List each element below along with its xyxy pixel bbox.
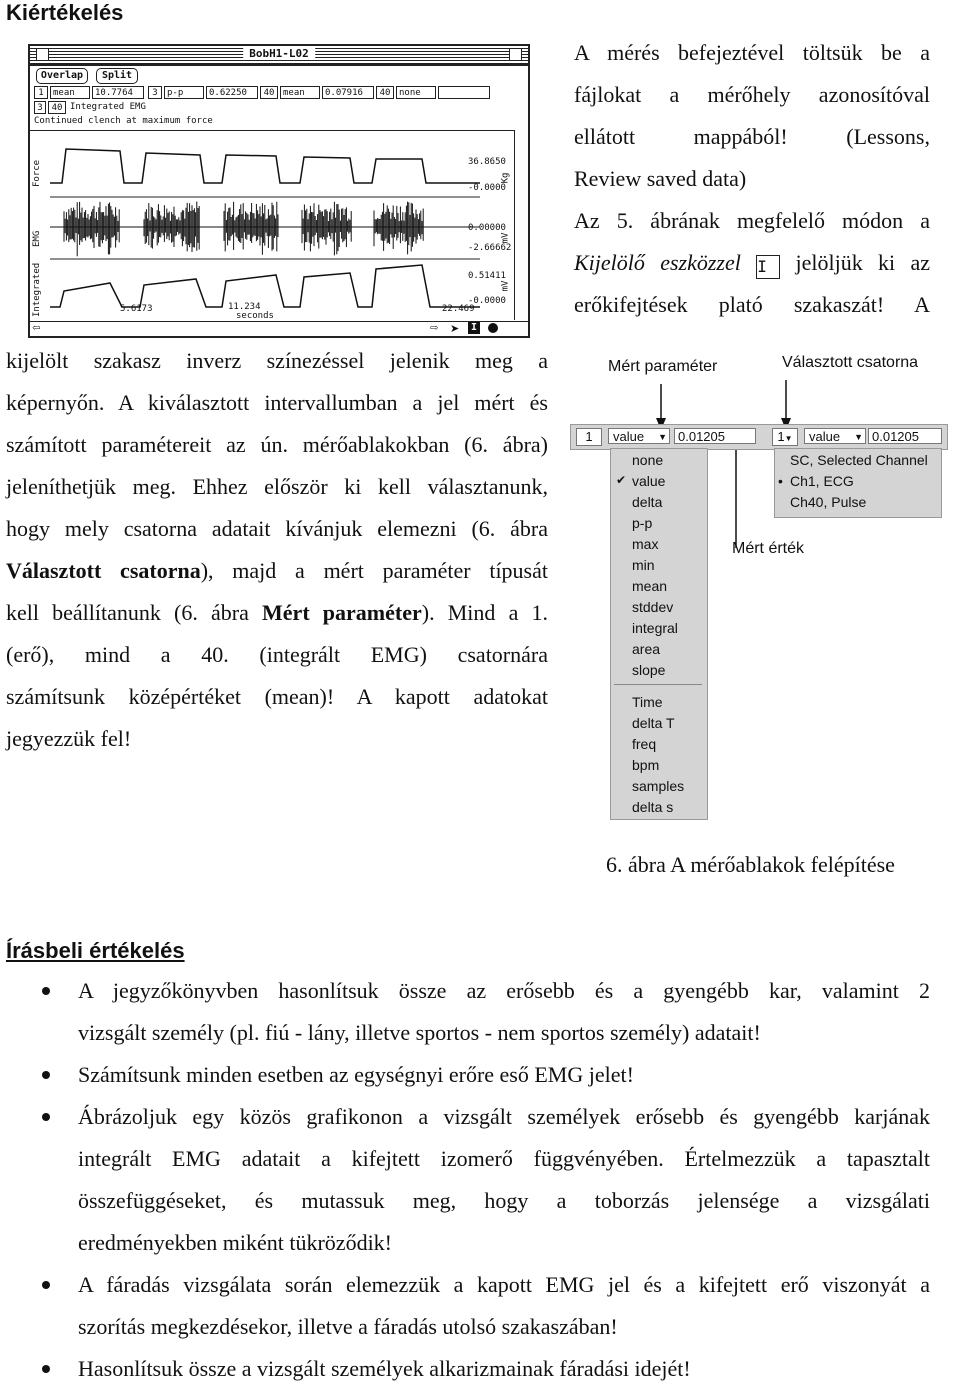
emg-lower: -2.66662 bbox=[468, 243, 512, 253]
parameter-option[interactable]: Time bbox=[632, 694, 663, 710]
parameter-option[interactable]: mean bbox=[632, 578, 668, 594]
main-line-3: számított paramétereit az ún. mérőablakokban (6. ábra) bbox=[6, 432, 548, 457]
dropdown-arrow-icon-3: ▼ bbox=[854, 432, 863, 442]
evaluation-bullets bbox=[40, 970, 930, 1390]
parameter-option[interactable]: integral bbox=[632, 620, 678, 636]
window-title: BobH1-L02 bbox=[243, 47, 315, 60]
vertical-scrollbar[interactable] bbox=[514, 130, 528, 320]
parameter-option[interactable]: area bbox=[632, 641, 661, 657]
channel-label: Integrated EMG bbox=[70, 102, 146, 112]
integrated-axis-label: Integrated bbox=[32, 262, 42, 317]
zoom-box-icon[interactable] bbox=[509, 48, 522, 61]
time-right: 22.469 bbox=[442, 304, 475, 314]
integrated-upper: 0.51411 bbox=[468, 271, 506, 281]
bullet-line: A jegyzőkönyvben hasonlítsuk össze az erősebb és a gyengébb kar, valamint 2 bbox=[78, 978, 930, 1003]
measure-value-3: 0.07916 bbox=[322, 86, 374, 99]
bullet-line: eredményekben miként tükröződik! bbox=[78, 1230, 393, 1255]
tool-line-rest: jelöljük ki az bbox=[795, 250, 931, 275]
horizontal-scrollbar[interactable] bbox=[30, 321, 528, 336]
selection-tool-label: Kijelölő eszközzel bbox=[574, 250, 741, 275]
emg-unit: mV bbox=[500, 232, 511, 244]
force-trace bbox=[50, 149, 480, 183]
bullet-line: vizsgált személy (pl. fiú - lány, illetve sportos - nem sportos személy) adatait! bbox=[78, 1020, 761, 1045]
bullet-line: összefüggéseket, és mutassuk meg, hogy a toborzás jelensége a vizsgálati bbox=[78, 1188, 930, 1213]
channel-option[interactable]: SC, Selected Channel bbox=[790, 452, 928, 468]
parameter-option[interactable]: delta bbox=[632, 494, 663, 510]
measure-channel-3[interactable]: 40 bbox=[260, 86, 278, 99]
bold-selected-channel: Választott csatorna bbox=[6, 558, 201, 583]
biopac-window bbox=[28, 44, 530, 338]
label-measured-value: Mért érték bbox=[732, 540, 805, 557]
meas-box1-num[interactable]: 1 bbox=[576, 428, 602, 446]
main-line-6 bbox=[6, 550, 548, 592]
parameter-option[interactable]: freq bbox=[632, 736, 657, 752]
measure-type-1[interactable]: mean bbox=[50, 86, 90, 99]
meas-box1-value: 0.01205 bbox=[674, 428, 756, 444]
parameter-option[interactable]: delta s bbox=[632, 799, 674, 815]
measure-type-4[interactable]: none bbox=[396, 86, 436, 99]
force-lower: -0.0000 bbox=[468, 183, 506, 193]
bullet-check-icon: • bbox=[778, 473, 783, 489]
close-box-icon[interactable] bbox=[36, 48, 49, 61]
bullet-item bbox=[40, 970, 930, 1054]
measure-channel-1[interactable]: 1 bbox=[34, 86, 48, 99]
main-line-7 bbox=[6, 592, 548, 634]
scroll-right-icon[interactable]: ⇨ bbox=[430, 323, 439, 334]
meas-box1-type[interactable] bbox=[608, 428, 670, 444]
split-button[interactable]: Split bbox=[96, 68, 138, 84]
measure-value-4 bbox=[438, 86, 490, 99]
channel-select-box[interactable]: 3 bbox=[34, 101, 46, 114]
main-paragraph bbox=[6, 340, 548, 760]
time-left: 5.6173 bbox=[120, 304, 153, 314]
integrated-lower: -0.0000 bbox=[468, 296, 506, 306]
intro-line-5: Az 5. ábrának megfelelő módon a bbox=[574, 208, 930, 233]
section-heading-evaluation: Kiértékelés bbox=[6, 0, 124, 25]
main-line-4: jeleníthetjük meg. Ehhez először ki kell választanunk, bbox=[6, 474, 548, 499]
parameter-option[interactable]: none bbox=[632, 452, 664, 468]
tool-line bbox=[574, 242, 930, 284]
parameter-separator bbox=[614, 684, 702, 685]
emg-trace bbox=[50, 202, 480, 257]
parameter-option[interactable]: value bbox=[632, 473, 666, 489]
intro-line-2: fájlokat a mérőhely azonosítóval bbox=[574, 82, 930, 107]
measure-type-2[interactable]: p-p bbox=[164, 86, 204, 99]
parameter-option[interactable]: min bbox=[632, 557, 655, 573]
measure-channel-4[interactable]: 40 bbox=[376, 86, 394, 99]
emg-axis-label: EMG bbox=[32, 230, 42, 247]
tool-line-2: erőkifejtések plató szakaszát! A bbox=[574, 292, 930, 317]
arrow-cursor-icon[interactable]: ➤ bbox=[450, 323, 460, 335]
main-line-8: (erő), mind a 40. (integrált EMG) csatornára bbox=[6, 642, 548, 667]
parameter-option[interactable]: slope bbox=[632, 662, 666, 678]
integrated-unit: mV bbox=[500, 280, 511, 292]
figure-6 bbox=[566, 352, 946, 822]
integrated-trace bbox=[50, 265, 480, 307]
measure-value-2: 0.62250 bbox=[206, 86, 258, 99]
bullet-line: A fáradás vizsgálata során elemezzük a kapott EMG jel és a kifejtett erő viszonyát a bbox=[78, 1272, 930, 1297]
meas-box2-num-text: 1 bbox=[777, 429, 785, 444]
meas-box2-type-text: value bbox=[809, 429, 841, 444]
meas-box2-value: 0.01205 bbox=[868, 428, 942, 444]
main-line-6-rest: ), majd a mért paraméter típusát bbox=[200, 558, 548, 583]
meas-box1-type-text: value bbox=[613, 429, 645, 444]
bullet-item bbox=[40, 1054, 930, 1096]
label-selected-channel: Választott csatorna bbox=[782, 354, 919, 371]
waveform-svg bbox=[50, 131, 480, 321]
bullet-item bbox=[40, 1096, 930, 1264]
label-measured-parameter: Mért paraméter bbox=[608, 358, 718, 375]
main-line-7-rest: ). Mind a 1. bbox=[421, 600, 548, 625]
figure-6-caption: 6. ábra A mérőablakok felépítése bbox=[606, 852, 895, 877]
window-titlebar[interactable] bbox=[30, 46, 528, 66]
measure-type-3[interactable]: mean bbox=[280, 86, 320, 99]
main-line-10: jegyezzük fel! bbox=[6, 726, 132, 751]
meas-box2-type[interactable] bbox=[804, 428, 866, 444]
bold-measured-param: Mért paraméter bbox=[262, 600, 422, 625]
bullet-item bbox=[40, 1348, 930, 1390]
force-unit: Kg bbox=[500, 172, 511, 184]
channel-option[interactable]: Ch1, ECG bbox=[790, 473, 854, 489]
parameter-option[interactable]: max bbox=[632, 536, 659, 552]
intro-line-4: Review saved data) bbox=[574, 166, 747, 191]
bullet-item bbox=[40, 1264, 930, 1348]
dropdown-arrow-icon: ▼ bbox=[658, 432, 667, 442]
force-upper: 36.8650 bbox=[468, 157, 506, 167]
i-beam-icon[interactable]: I bbox=[468, 322, 480, 334]
main-line-7-pre: kell beállítanunk (6. ábra bbox=[6, 600, 263, 625]
emg-upper: 0.00000 bbox=[468, 223, 506, 233]
parameter-option[interactable]: p-p bbox=[632, 515, 653, 531]
channel-option[interactable]: Ch40, Pulse bbox=[790, 494, 867, 510]
time-unit: seconds bbox=[236, 311, 274, 321]
parameter-option[interactable]: stddev bbox=[632, 599, 674, 615]
channel-select-box-2[interactable]: 40 bbox=[48, 101, 66, 114]
plot-region bbox=[30, 130, 514, 321]
parameter-option[interactable]: delta T bbox=[632, 715, 675, 731]
section-heading-written: Írásbeli értékelés bbox=[6, 938, 185, 963]
time-mid: 11.234 bbox=[228, 302, 261, 312]
force-axis-label: Force bbox=[32, 159, 42, 187]
journal-comment: Continued clench at maximum force bbox=[34, 116, 213, 126]
intro-paragraph bbox=[574, 32, 930, 326]
zoom-icon[interactable] bbox=[488, 323, 498, 333]
bullet-line: szorítás megkezdésekor, illetve a fáradás utolsó szakaszában! bbox=[78, 1314, 618, 1339]
selection-tool-icon: I bbox=[756, 255, 780, 279]
main-line-5: hogy mely csatorna adatait kívánjuk elemezni (6. ábra bbox=[6, 516, 548, 541]
parameter-option[interactable]: bpm bbox=[632, 757, 660, 773]
measure-channel-2[interactable]: 3 bbox=[148, 86, 162, 99]
parameter-option[interactable]: samples bbox=[632, 778, 685, 794]
dropdown-arrow-icon-2: ▼ bbox=[784, 434, 793, 443]
overlap-button[interactable]: Overlap bbox=[36, 68, 88, 84]
bullet-line: Hasonlítsuk össze a vizsgált személyek alkarizmainak fáradási idejét! bbox=[78, 1356, 691, 1381]
main-line-1: kijelölt szakasz inverz színezéssel jelenik meg a bbox=[6, 348, 548, 373]
bullet-line: Ábrázoljuk egy közös grafikonon a vizsgált személyek erősebb és gyengébb karjának bbox=[78, 1104, 930, 1129]
scroll-left-icon[interactable]: ⇦ bbox=[32, 323, 41, 334]
meas-box2-num[interactable] bbox=[772, 428, 798, 446]
bullet-line: Számítsunk minden esetben az egységnyi erőre eső EMG jelet! bbox=[78, 1062, 634, 1087]
intro-line-3: ellátott mappából! (Lessons, bbox=[574, 124, 930, 149]
intro-line-1: A mérés befejeztével töltsük be a bbox=[574, 40, 930, 65]
main-line-2: képernyőn. A kiválasztott intervallumban a jel mért és bbox=[6, 390, 548, 415]
measure-value-1: 10.7764 bbox=[92, 86, 144, 99]
check-icon: ✔ bbox=[616, 473, 627, 487]
main-line-9: számítsunk középértéket (mean)! A kapott adatokat bbox=[6, 684, 548, 709]
bullet-line: integrált EMG adatait a kifejtett izomerő függvényében. Értelmezzük a tapasztalt bbox=[78, 1146, 930, 1171]
